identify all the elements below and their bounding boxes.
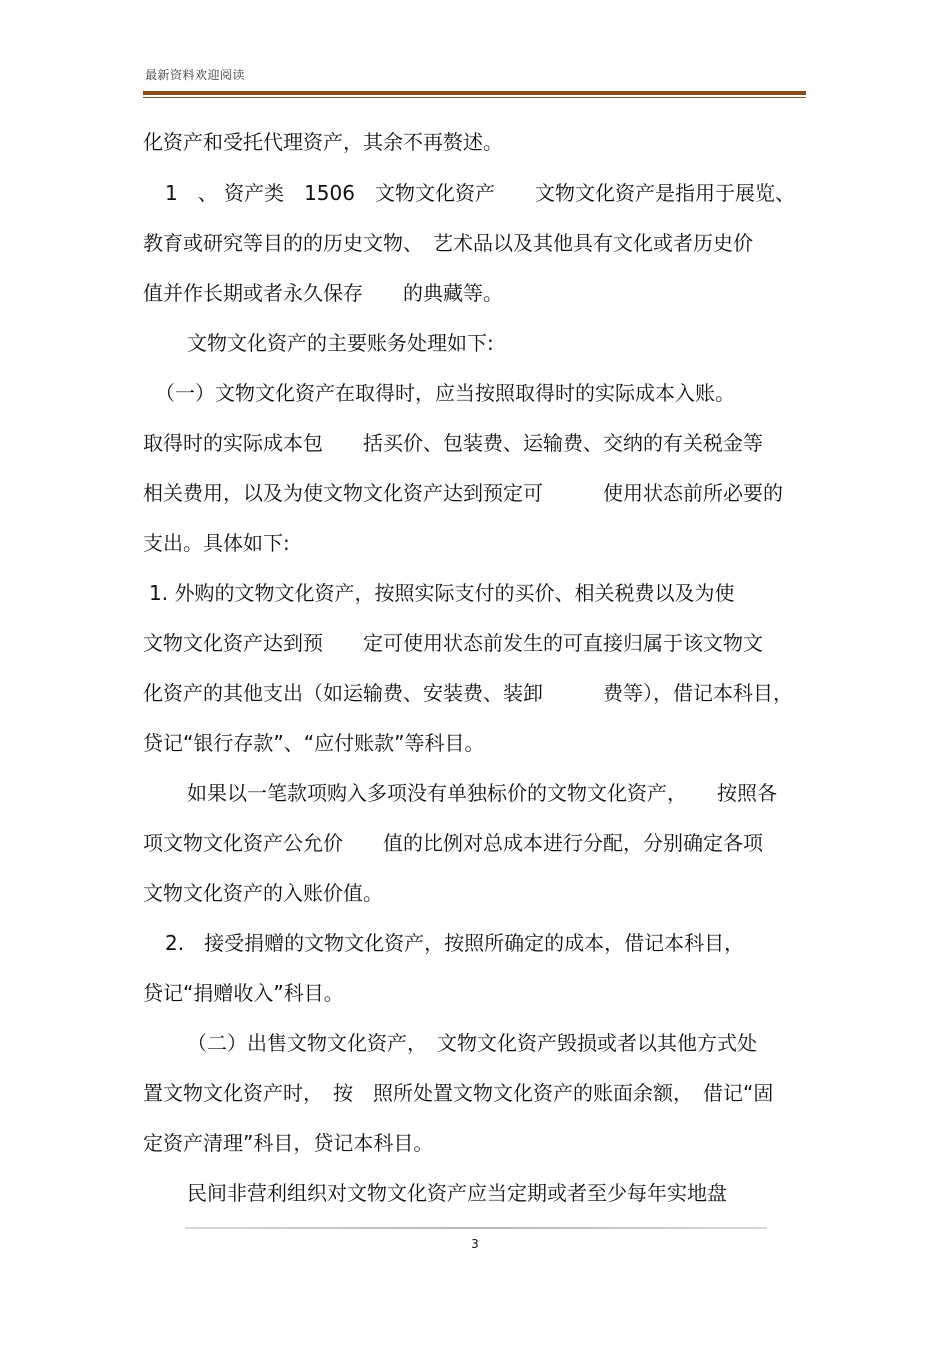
text-line: 教育或研究等目的的历史文物、 艺术品以及其他具有文化或者历史价 — [143, 231, 753, 255]
footer-rule — [185, 1227, 767, 1229]
text-line: 值并作长期或者永久保存 的典藏等。 — [143, 281, 503, 305]
text-line: 项文物文化资产公允价 值的比例对总成本进行分配，分别确定各项 — [143, 831, 763, 855]
text-line: 如果以一笔款项购入多项没有单独标价的文物文化资产， 按照各 — [187, 781, 777, 805]
text-line: 1. 外购的文物文化资产，按照实际支付的买价、相关税费以及为使 — [149, 581, 735, 605]
text-line: 定资产清理”科目，贷记本科目。 — [143, 1131, 434, 1155]
text-line: 1 、 资产类 1506 文物文化资产 文物文化资产是指用于展览、 — [165, 181, 795, 205]
text-line: 取得时的实际成本包 括买价、包装费、运输费、交纳的有关税金等 — [143, 431, 763, 455]
text-line: 相关费用，以及为使文物文化资产达到预定可 使用状态前所必要的 — [143, 481, 783, 505]
text-line: 民间非营利组织对文物文化资产应当定期或者至少每年实地盘 — [187, 1181, 727, 1205]
text-line: 置文物文化资产时， 按 照所处置文物文化资产的账面余额， 借记“固 — [143, 1081, 774, 1105]
text-line: 文物文化资产的主要账务处理如下: — [187, 331, 494, 355]
text-line: 2. 接受捐赠的文物文化资产，按照所确定的成本，借记本科目， — [165, 931, 745, 955]
text-line: 化资产和受托代理资产，其余不再赘述。 — [143, 130, 503, 154]
page-header: 最新资料欢迎阅读 — [145, 68, 246, 82]
text-line: 贷记“银行存款”、“应付账款”等科目。 — [143, 731, 485, 755]
text-line: 支出。具体如下: — [143, 531, 290, 555]
text-line: 化资产的其他支出（如运输费、安装费、装卸 费等），借记本科目， — [143, 681, 793, 705]
header-rule-thin — [143, 97, 806, 98]
header-rule-thick — [143, 91, 806, 95]
text-line: 文物文化资产的入账价值。 — [143, 881, 383, 905]
text-line: 文物文化资产达到预 定可使用状态前发生的可直接归属于该文物文 — [143, 631, 763, 655]
text-line: （二）出售文物文化资产， 文物文化资产毁损或者以其他方式处 — [187, 1031, 757, 1055]
page-number: 3 — [471, 1237, 479, 1251]
text-line: （一）文物文化资产在取得时，应当按照取得时的实际成本入账。 — [155, 381, 735, 405]
text-line: 贷记“捐赠收入”科目。 — [143, 981, 344, 1005]
